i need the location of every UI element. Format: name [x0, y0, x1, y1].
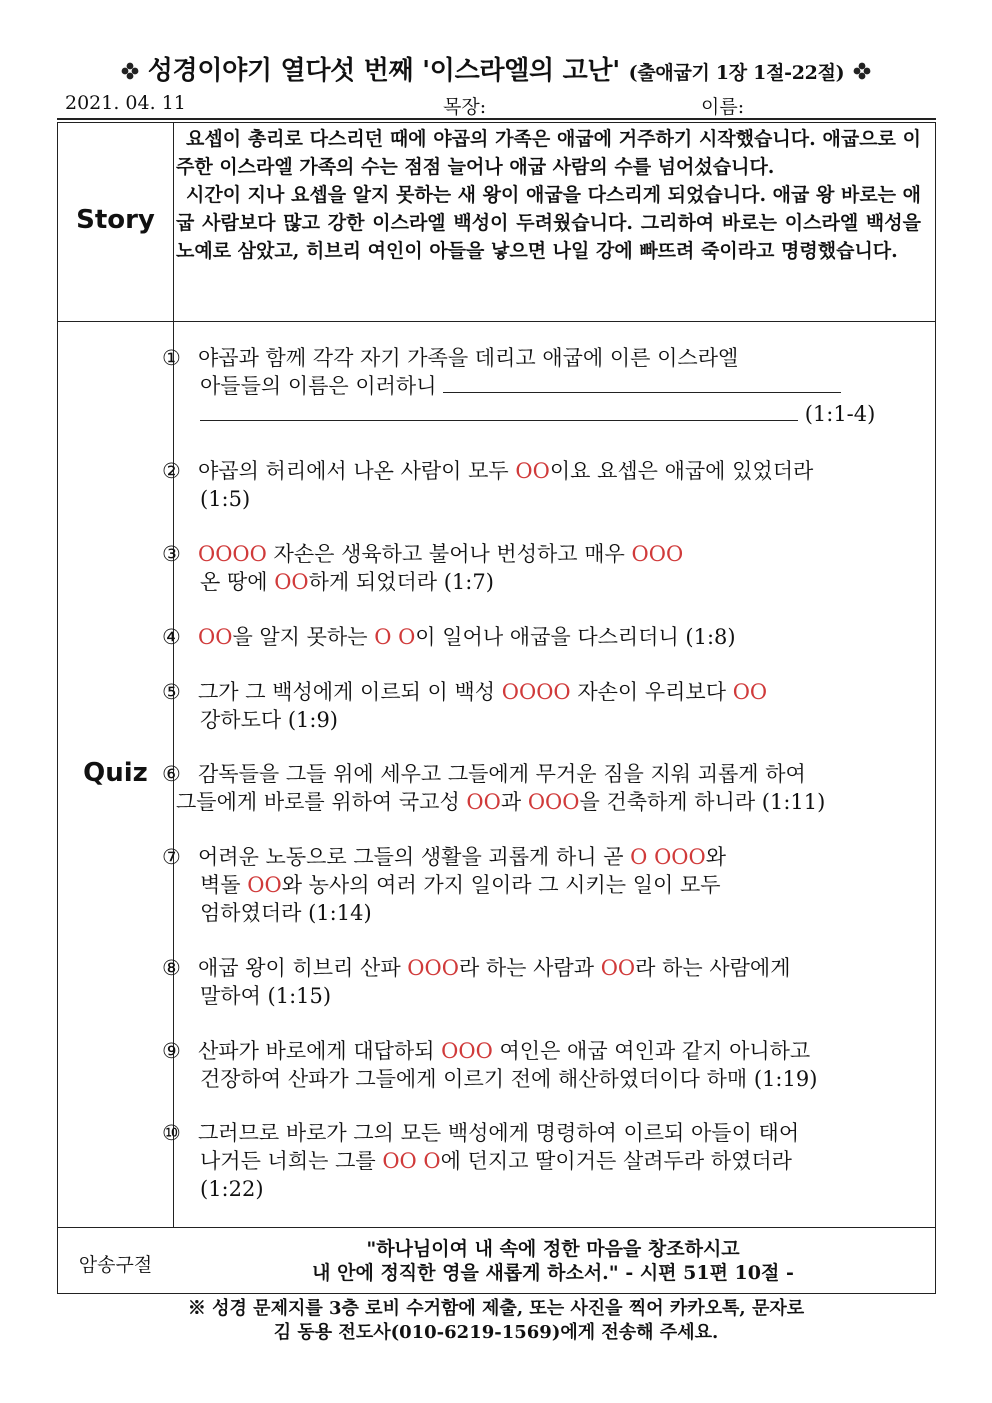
- quiz-text: 라 하는 사람과: [458, 956, 601, 980]
- quiz-item-2: [162, 457, 932, 513]
- quiz-item-5: [162, 678, 932, 734]
- header-rule: [57, 118, 936, 120]
- answer-blank[interactable]: [200, 400, 798, 421]
- quiz-text: 그러므로 바로가 그의 모든 백성에게 명령하여 이르되 아들이 태어: [198, 1121, 800, 1145]
- quiz-text: 자손이 우리보다: [570, 680, 733, 704]
- quiz-text: 온 땅에: [200, 570, 275, 594]
- quiz-item-10: [162, 1119, 932, 1203]
- submission-note-line: 김 동용 전도사(010-6219-1569)에게 전송해 주세요.: [273, 1322, 719, 1343]
- answer-blank-mark: OO: [247, 873, 282, 897]
- quiz-text: 그들에게 바로를 위하여 국고성: [176, 790, 467, 814]
- story-paragraph: 시간이 지나 요셉을 알지 못하는 새 왕이 애굽을 다스리게 되었습니다. 애굽 왕 바로는 애굽 사람보다 많고 강한 이스라엘 백성이 두려웠습니다. 그리하여 바로는 이스라엘 백성을 노예로 삼았고, 히브리 여인이 아들을 낳으면 나일 강에 빠뜨려 죽이라고 명령했습니다.: [176, 184, 921, 262]
- quiz-text: 이요 요셉은 애굽에 있었더라: [549, 459, 814, 483]
- page-title: [0, 50, 992, 87]
- worksheet-table: [57, 122, 936, 1294]
- quiz-item-7: [162, 843, 932, 927]
- diamond-bullet-icon: [853, 62, 871, 80]
- answer-blank-mark: OO: [198, 625, 233, 649]
- quiz-reference: (1:5): [200, 487, 251, 511]
- quiz-text: 말하여 (1:15): [200, 984, 332, 1008]
- quiz-number: ③: [162, 542, 181, 566]
- story-paragraph: 요셉이 총리로 다스리던 때에 야곱의 가족은 애굽에 거주하기 시작했습니다. 애굽으로 이주한 이스라엘 가족의 수는 점점 늘어나 애굽 사람의 수를 넘어섰습니다.: [176, 128, 921, 178]
- quiz-text: 자손은 생육하고 불어나 번성하고 매우: [266, 542, 632, 566]
- memory-verse-label: 암송구절: [78, 1254, 153, 1276]
- quiz-item-3: [162, 540, 932, 596]
- quiz-text: 애굽 왕이 히브리 산파: [198, 956, 408, 980]
- quiz-reference: (1:1-4): [804, 402, 876, 426]
- answer-blank-mark: OOO: [631, 542, 684, 566]
- answer-blank-mark: OO: [466, 790, 501, 814]
- quiz-item-4: [162, 623, 932, 651]
- quiz-text: 과: [500, 790, 528, 814]
- submission-note: [0, 1297, 992, 1345]
- story-row: [58, 123, 935, 322]
- quiz-reference: (1:22): [200, 1177, 264, 1201]
- answer-blank-mark: OOO: [527, 790, 580, 814]
- mokjang-label: 목장:: [443, 96, 487, 118]
- answer-blank-mark: OOOO: [501, 680, 571, 704]
- answer-blank-mark: O OOO: [630, 845, 706, 869]
- quiz-number: ②: [162, 459, 181, 483]
- story-label: Story: [76, 205, 155, 235]
- answer-blank-mark: OO: [515, 459, 550, 483]
- quiz-number: ④: [162, 625, 181, 649]
- quiz-text: 을 알지 못하는: [232, 625, 375, 649]
- quiz-text: 이 일어나 애굽을 다스리더니 (1:8): [415, 625, 736, 649]
- quiz-text: 벽돌: [200, 873, 248, 897]
- quiz-text: 야곱의 허리에서 나온 사람이 모두: [198, 459, 516, 483]
- quiz-text: 감독들을 그들 위에 세우고 그들에게 무거운 짐을 지워 괴롭게 하여: [198, 762, 806, 786]
- answer-blank-mark: OO: [274, 570, 309, 594]
- quiz-number: ①: [162, 346, 181, 370]
- quiz-text: 여인은 애굽 여인과 같지 아니하고: [492, 1039, 811, 1063]
- name-label: 이름:: [701, 96, 745, 118]
- answer-blank-mark: OOO: [441, 1039, 493, 1063]
- quiz-text: 아들들의 이름은 이러하니: [200, 374, 437, 398]
- title-reference: (출애굽기 1장 1절-22절): [628, 62, 845, 84]
- answer-blank-mark: OO: [732, 680, 768, 704]
- quiz-item-8: [162, 954, 932, 1010]
- quiz-number: ⑥: [162, 762, 181, 786]
- quiz-number: ⑤: [162, 680, 181, 704]
- story-text: [176, 125, 921, 265]
- quiz-label: Quiz: [83, 758, 148, 788]
- date: 2021. 04. 11: [65, 92, 186, 114]
- meta-row: [65, 92, 935, 116]
- quiz-number: ⑦: [162, 845, 181, 869]
- answer-blank-mark: OO O: [382, 1149, 441, 1173]
- quiz-text: 에 던지고 딸이거든 살려두라 하였더라: [440, 1149, 792, 1173]
- quiz-text: 나거든 너희는 그를: [200, 1149, 383, 1173]
- quiz-text: 어려운 노동으로 그들의 생활을 괴롭게 하니 곧: [198, 845, 631, 869]
- quiz-item-6: [162, 760, 932, 816]
- memory-verse-line: 내 안에 정직한 영을 새롭게 하소서." - 시편 51편 10절 -: [312, 1262, 794, 1284]
- quiz-text: 그가 그 백성에게 이르되 이 백성: [198, 680, 502, 704]
- quiz-text: 야곱과 함께 각각 자기 가족을 데리고 애굽에 이른 이스라엘: [198, 346, 739, 370]
- submission-note-line: ※ 성경 문제지를 3층 로비 수거함에 제출, 또는 사진을 찍어 카카오톡, 문자로: [187, 1298, 805, 1319]
- answer-blank[interactable]: [443, 372, 841, 393]
- diamond-bullet-icon: [121, 62, 139, 80]
- memory-verse-row: [58, 1228, 935, 1293]
- quiz-text: 산파가 바로에게 대답하되: [198, 1039, 442, 1063]
- quiz-item-9: [162, 1037, 932, 1093]
- answer-blank-mark: OO: [600, 956, 636, 980]
- answer-blank-mark: OOOO: [198, 542, 267, 566]
- quiz-number: ⑨: [162, 1039, 181, 1063]
- quiz-text: 하게 되었더라 (1:7): [308, 570, 494, 594]
- memory-verse-line: "하나님이여 내 속에 정한 마음을 창조하시고: [366, 1238, 740, 1260]
- quiz-text: 라 하는 사람에게: [635, 956, 791, 980]
- quiz-item-1: [162, 344, 932, 428]
- quiz-text: 와 농사의 여러 가지 일이라 그 시키는 일이 모두: [281, 873, 721, 897]
- quiz-text: 강하도다 (1:9): [200, 708, 339, 732]
- quiz-text: 와: [705, 845, 727, 869]
- quiz-number: ⑩: [162, 1121, 181, 1145]
- title-main: 성경이야기 열다섯 번째 '이스라엘의 고난': [147, 56, 620, 86]
- quiz-text: 건장하여 산파가 그들에게 이르기 전에 해산하였더이다 하매 (1:19): [200, 1067, 818, 1091]
- memory-verse-text: [188, 1237, 918, 1285]
- quiz-row: [58, 322, 935, 1228]
- quiz-number: ⑧: [162, 956, 181, 980]
- answer-blank-mark: O O: [374, 625, 416, 649]
- quiz-text: 엄하였더라 (1:14): [200, 901, 372, 925]
- quiz-text: 을 건축하게 하니라 (1:11): [579, 790, 826, 814]
- answer-blank-mark: OOO: [407, 956, 459, 980]
